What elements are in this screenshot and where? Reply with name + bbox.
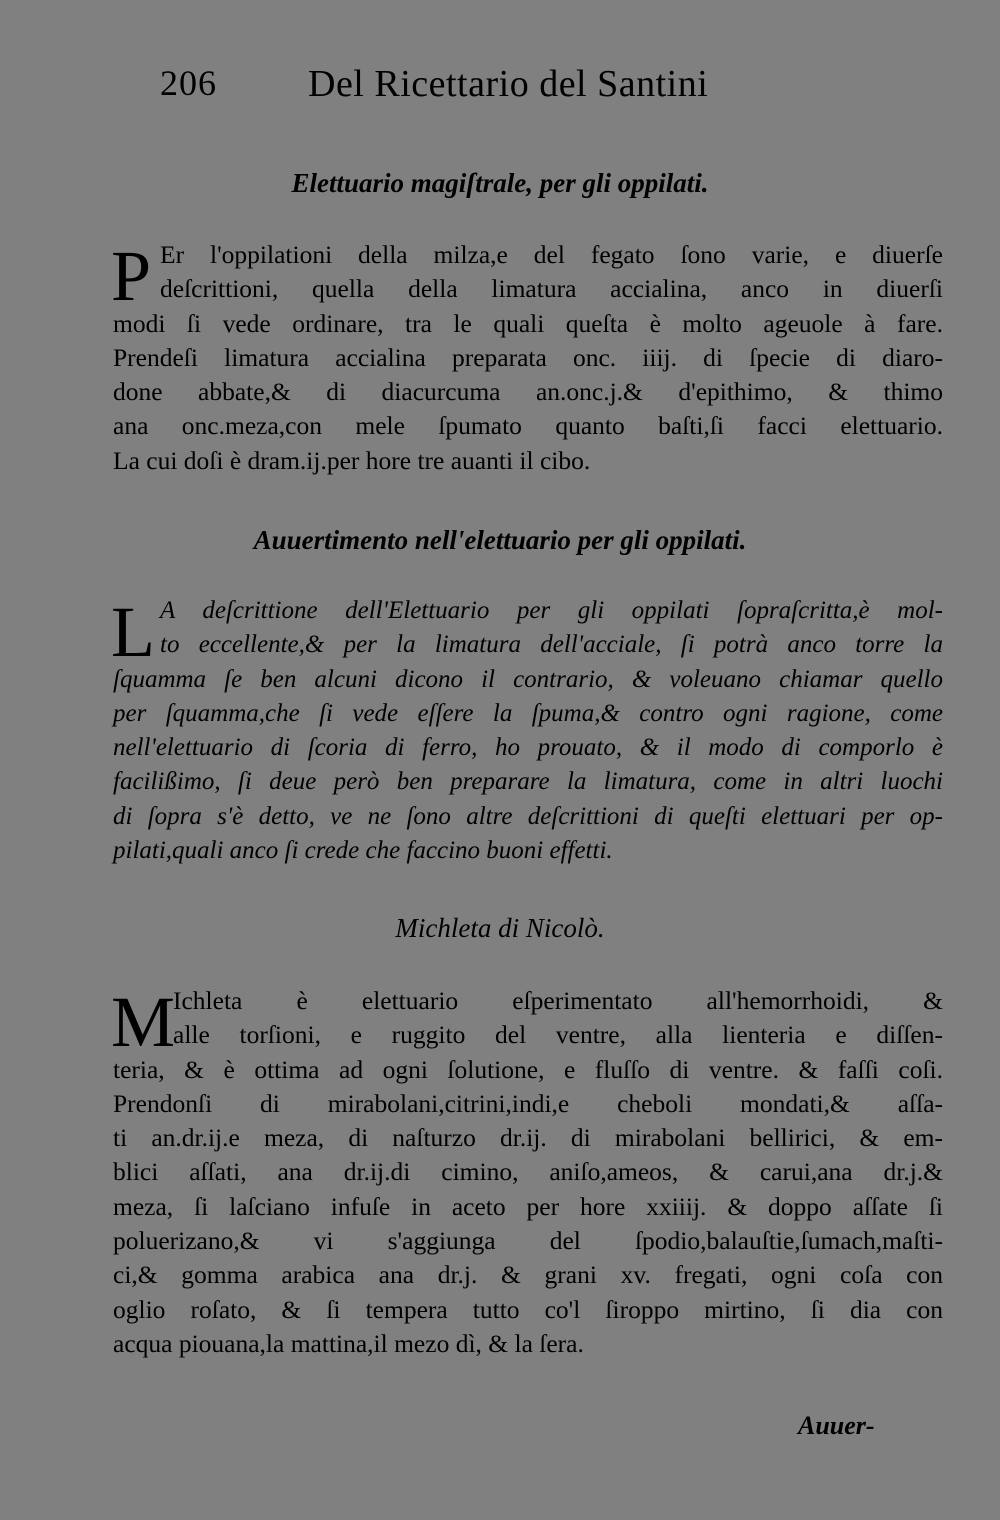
text-line: ana onc.meza,con mele ſpumato quanto baſti,ſi facci elettuario. bbox=[113, 411, 943, 441]
text-line: meza, ſi laſciano infuſe in aceto per hore xxiiij. & doppo aſſate ſi bbox=[113, 1191, 943, 1221]
text-line: to eccellente,& per la limatura dell'acciale, ſi potrà anco torre la bbox=[160, 631, 943, 659]
text-line: ſquamma ſe ben alcuni dicono il contrario, & voleuano chiamar quello bbox=[113, 665, 943, 693]
text-line: blici aſſati, ana dr.ij.di cimino, aniſo,ameos, & carui,ana dr.j.& bbox=[113, 1157, 943, 1187]
text-line: per ſquamma,che ſi vede eſſere la ſpuma,& contro ogni ragione, come bbox=[113, 699, 943, 727]
section-body-elettuario bbox=[113, 238, 943, 478]
drop-cap: M bbox=[111, 982, 176, 1062]
text-line: Ichleta è elettuario eſperimentato all'hemorrhoidi, & bbox=[173, 986, 943, 1015]
text-line: di ſopra s'è detto, ve ne ſono altre deſcrittioni di queſti elettuari per op- bbox=[113, 802, 943, 830]
text-line: nell'elettuario di ſcoria di ferro, ho prouato, & il modo di comporlo è bbox=[113, 734, 943, 762]
text-line: Er l'oppilationi della milza,e del fegato ſono varie, e diuerſe bbox=[160, 240, 943, 269]
page-number: 206 bbox=[160, 63, 217, 103]
text-line: poluerizano,& vi s'aggiunga del ſpodio,balauſtie,ſumach,maſti- bbox=[113, 1226, 943, 1256]
text-line: A deſcrittione dell'Elettuario per gli oppilati ſopraſcritta,è mol- bbox=[160, 597, 943, 624]
text-line: alle torſioni, e ruggito del ventre, alla lienteria e diſſen- bbox=[173, 1020, 943, 1050]
text-line: oglio roſato, & ſi tempera tutto co'l ſiroppo mirtino, ſi dia con bbox=[113, 1294, 943, 1324]
text-line: Prendeſi limatura accialina preparata onc. iiij. di ſpecie di diaro- bbox=[113, 342, 943, 372]
page-header bbox=[160, 62, 780, 112]
text-line: Prendonſi di mirabolani,citrini,indi,e cheboli mondati,& aſſa- bbox=[113, 1088, 943, 1118]
text-line: teria, & è ottima ad ogni ſolutione, e fluſſo di ventre. & faſſi coſi. bbox=[113, 1054, 943, 1084]
text-line: La cui doſi è dram.ij.per hore tre auanti il cibo. bbox=[113, 445, 591, 475]
text-line: facilißimo, ſi deue però ben preparare la limatura, come in altri luochi bbox=[113, 768, 943, 796]
section-body-michleta bbox=[113, 984, 943, 1361]
drop-cap: L bbox=[111, 592, 155, 672]
text-line: done abbate,& di diacurcuma an.onc.j.& d'epithimo, & thimo bbox=[113, 377, 943, 407]
text-line: ti an.dr.ij.e meza, di naſturzo dr.ij. di mirabolani bellirici, & em- bbox=[113, 1123, 943, 1153]
text-line: modi ſi vede ordinare, tra le quali queſta è molto ageuole à fare. bbox=[113, 308, 943, 338]
text-line: acqua piouana,la mattina,il mezo dì, & la ſera. bbox=[113, 1328, 584, 1358]
section-title-michleta: Michleta di Nicolò. bbox=[395, 913, 605, 943]
section-title-elettuario: Elettuario magiſtrale, per gli oppilati. bbox=[291, 168, 709, 198]
text-line: pilati,quali anco ſi crede che faccino buoni effetti. bbox=[113, 837, 613, 865]
text-line: deſcrittioni, quella della limatura accialina, anco in diuerſi bbox=[160, 274, 943, 304]
section-body-auuertimento bbox=[113, 594, 943, 868]
drop-cap: P bbox=[111, 236, 152, 316]
text-line: ci,& gomma arabica ana dr.j. & grani xv. fregati, ogni coſa con bbox=[113, 1260, 943, 1290]
section-title-auuertimento: Auuertimento nell'elettuario per gli oppilati. bbox=[253, 525, 747, 555]
running-title: Del Ricettario del Santini bbox=[308, 63, 709, 105]
catchword: Auuer- bbox=[798, 1411, 875, 1440]
